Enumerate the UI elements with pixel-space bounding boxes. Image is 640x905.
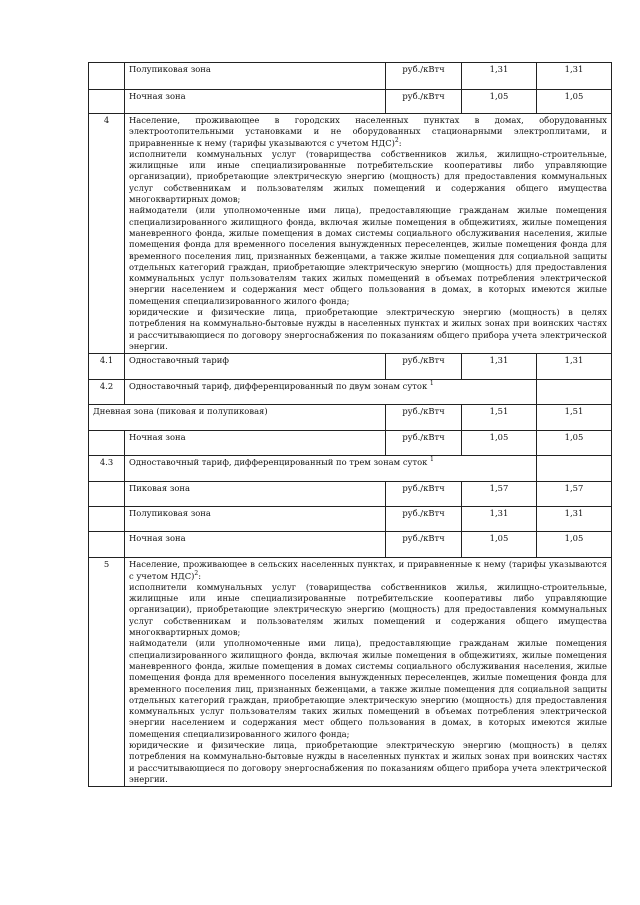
table-row	[89, 507, 612, 532]
table-row	[89, 482, 612, 507]
row-number-cell	[89, 532, 125, 558]
unit-cell: руб./кВтч	[386, 431, 462, 456]
unit-cell: руб./кВтч	[386, 482, 462, 507]
row-label: Дневная зона (пиковая и полупиковая)	[89, 405, 386, 431]
tariff-value-1: 1,51	[462, 405, 537, 431]
empty-cell	[537, 380, 612, 405]
section-description	[125, 558, 612, 787]
row-number-cell	[89, 507, 125, 532]
section-paragraph: юридические и физические лица, приобретающие электрическую энергию (мощность) в целях потребления на коммунально-бытовые нужды в населенных пунктах и жилых зонах при воинских частях и рассчитывающиеся по договору энергоснабжения по показаниям общего прибора учета электрической энергии.	[129, 739, 607, 784]
section-paragraph: юридические и физические лица, приобретающие электрическую энергию (мощность) в целях потребления на коммунально-бытовые нужды в населенных пунктах и жилых зонах при воинских частях и рассчитывающиеся по договору энергоснабжения по показаниям общего прибора учета электрической энергии.	[129, 307, 607, 351]
row-label: Одноставочный тариф, дифференцированный по трем зонам суток $^1$	[125, 456, 537, 482]
table-row	[89, 532, 612, 558]
unit-cell: руб./кВтч	[386, 63, 462, 90]
table-row	[89, 380, 612, 405]
tariff-value-1: 1,57	[462, 482, 537, 507]
table-row	[89, 431, 612, 456]
row-number: 4.2	[89, 380, 125, 405]
tariff-value-1: 1,05	[462, 532, 537, 558]
section-row-5	[89, 558, 612, 787]
section-paragraph: наймодатели (или уполномоченные ими лица), предоставляющие гражданам жилые помещения специализированного жилищного фонда, включая жилые помещения в общежитиях, жилые помещения маневренного фонда, жилые помещения в домах системы социального обслуживания населения, жилые помещения фонда для временного поселения вынужденных переселенцев, жилые помещения фонда для временного поселения лиц, признанных беженцами, а также жилые помещения для социальной защиты отдельных категорий граждан, приобретающие электрическую энергию (мощность) для предоставления коммунальных услуг пользователям таких жилых помещений в объемах потребления электрической энергии населением и содержания мест общего пользования в домах, в которых имеются жилые помещения специализированного жилого фонда;	[129, 638, 607, 739]
row-number: 4	[89, 114, 125, 354]
row-label: Полупиковая зона	[125, 507, 386, 532]
row-number-cell	[89, 431, 125, 456]
row-label: Ночная зона	[125, 431, 386, 456]
row-number: 4.3	[89, 456, 125, 482]
unit-cell: руб./кВтч	[386, 90, 462, 114]
section-paragraph: наймодатели (или уполномоченные ими лица), предоставляющие гражданам жилые помещения специализированного жилищного фонда, включая жилые помещения в общежитиях, жилые помещения маневренного фонда, жилые помещения в домах системы социального обслуживания населения, жилые помещения фонда для временного поселения вынужденных переселенцев, жилые помещения фонда для временного поселения лиц, признанных беженцами, а также жилые помещения для социальной защиты отдельных категорий граждан, приобретающие электрическую энергию (мощность) для предоставления коммунальных услуг пользователям таких жилых помещений в объемах потребления электрической энергии населением и содержания мест общего пользования в домах, в которых имеются жилые помещения специализированного жилого фонда;	[129, 205, 607, 306]
tariff-value-2: 1,31	[537, 63, 612, 90]
row-number: 4.1	[89, 354, 125, 380]
tariff-value-2: 1,31	[537, 507, 612, 532]
empty-cell	[537, 456, 612, 482]
section-title: Население, проживающее в сельских населенных пунктах, и приравненные к нему (тарифы указываются с учетом НДС)$^2$:	[129, 559, 607, 581]
tariff-value-1: 1,31	[462, 63, 537, 90]
tariff-value-2: 1,05	[537, 532, 612, 558]
row-label: Ночная зона	[125, 90, 386, 114]
section-paragraph: исполнители коммунальных услуг (товарищества собственников жилья, жилищно-строительные, жилищные или иные специализированные потребительские кооперативы либо управляющие организации), приобретающие электрическую энергию (мощность) для предоставления коммунальных услуг собственникам и пользователям жилых помещений и содержания общего имущества многоквартирных домов;	[129, 581, 607, 638]
row-label: Одноставочный тариф	[125, 354, 386, 380]
section-row-4	[89, 114, 612, 354]
tariff-value-1: 1,05	[462, 431, 537, 456]
tariff-value-1: 1,31	[462, 507, 537, 532]
table-row	[89, 405, 612, 431]
section-description	[125, 114, 612, 354]
unit-cell: руб./кВтч	[386, 507, 462, 532]
tariff-value-2: 1,05	[537, 90, 612, 114]
table-row	[89, 90, 612, 114]
tariff-value-2: 1,31	[537, 354, 612, 380]
tariff-value-2: 1,51	[537, 405, 612, 431]
unit-cell: руб./кВтч	[386, 354, 462, 380]
row-label: Пиковая зона	[125, 482, 386, 507]
tariff-value-2: 1,05	[537, 431, 612, 456]
row-label: Одноставочный тариф, дифференцированный по двум зонам суток $^1$	[125, 380, 537, 405]
unit-cell: руб./кВтч	[386, 532, 462, 558]
row-label: Ночная зона	[125, 532, 386, 558]
table-row	[89, 63, 612, 90]
row-number-cell	[89, 482, 125, 507]
section-title: Население, проживающее в городских населенных пунктах в домах, оборудованных электроотопительными установками и не оборудованных стационарными электроплитами, и приравненные к нему (тарифы указываются с учетом НДС)$^2$:	[129, 115, 607, 148]
row-number-cell	[89, 90, 125, 114]
tariff-value-1: 1,05	[462, 90, 537, 114]
tariff-table	[88, 62, 612, 787]
section-paragraph: исполнители коммунальных услуг (товарищества собственников жилья, жилищно-строительные, жилищные или иные специализированные потребительские кооперативы либо управляющие организации), приобретающие электрическую энергию (мощность) для предоставления коммунальных услуг собственникам и пользователям жилых помещений и содержания общего имущества многоквартирных домов;	[129, 148, 607, 205]
table-row	[89, 456, 612, 482]
row-number: 5	[89, 558, 125, 787]
unit-cell: руб./кВтч	[386, 405, 462, 431]
tariff-value-2: 1,57	[537, 482, 612, 507]
table-row	[89, 354, 612, 380]
row-label: Полупиковая зона	[125, 63, 386, 90]
row-number-cell	[89, 63, 125, 90]
tariff-value-1: 1,31	[462, 354, 537, 380]
